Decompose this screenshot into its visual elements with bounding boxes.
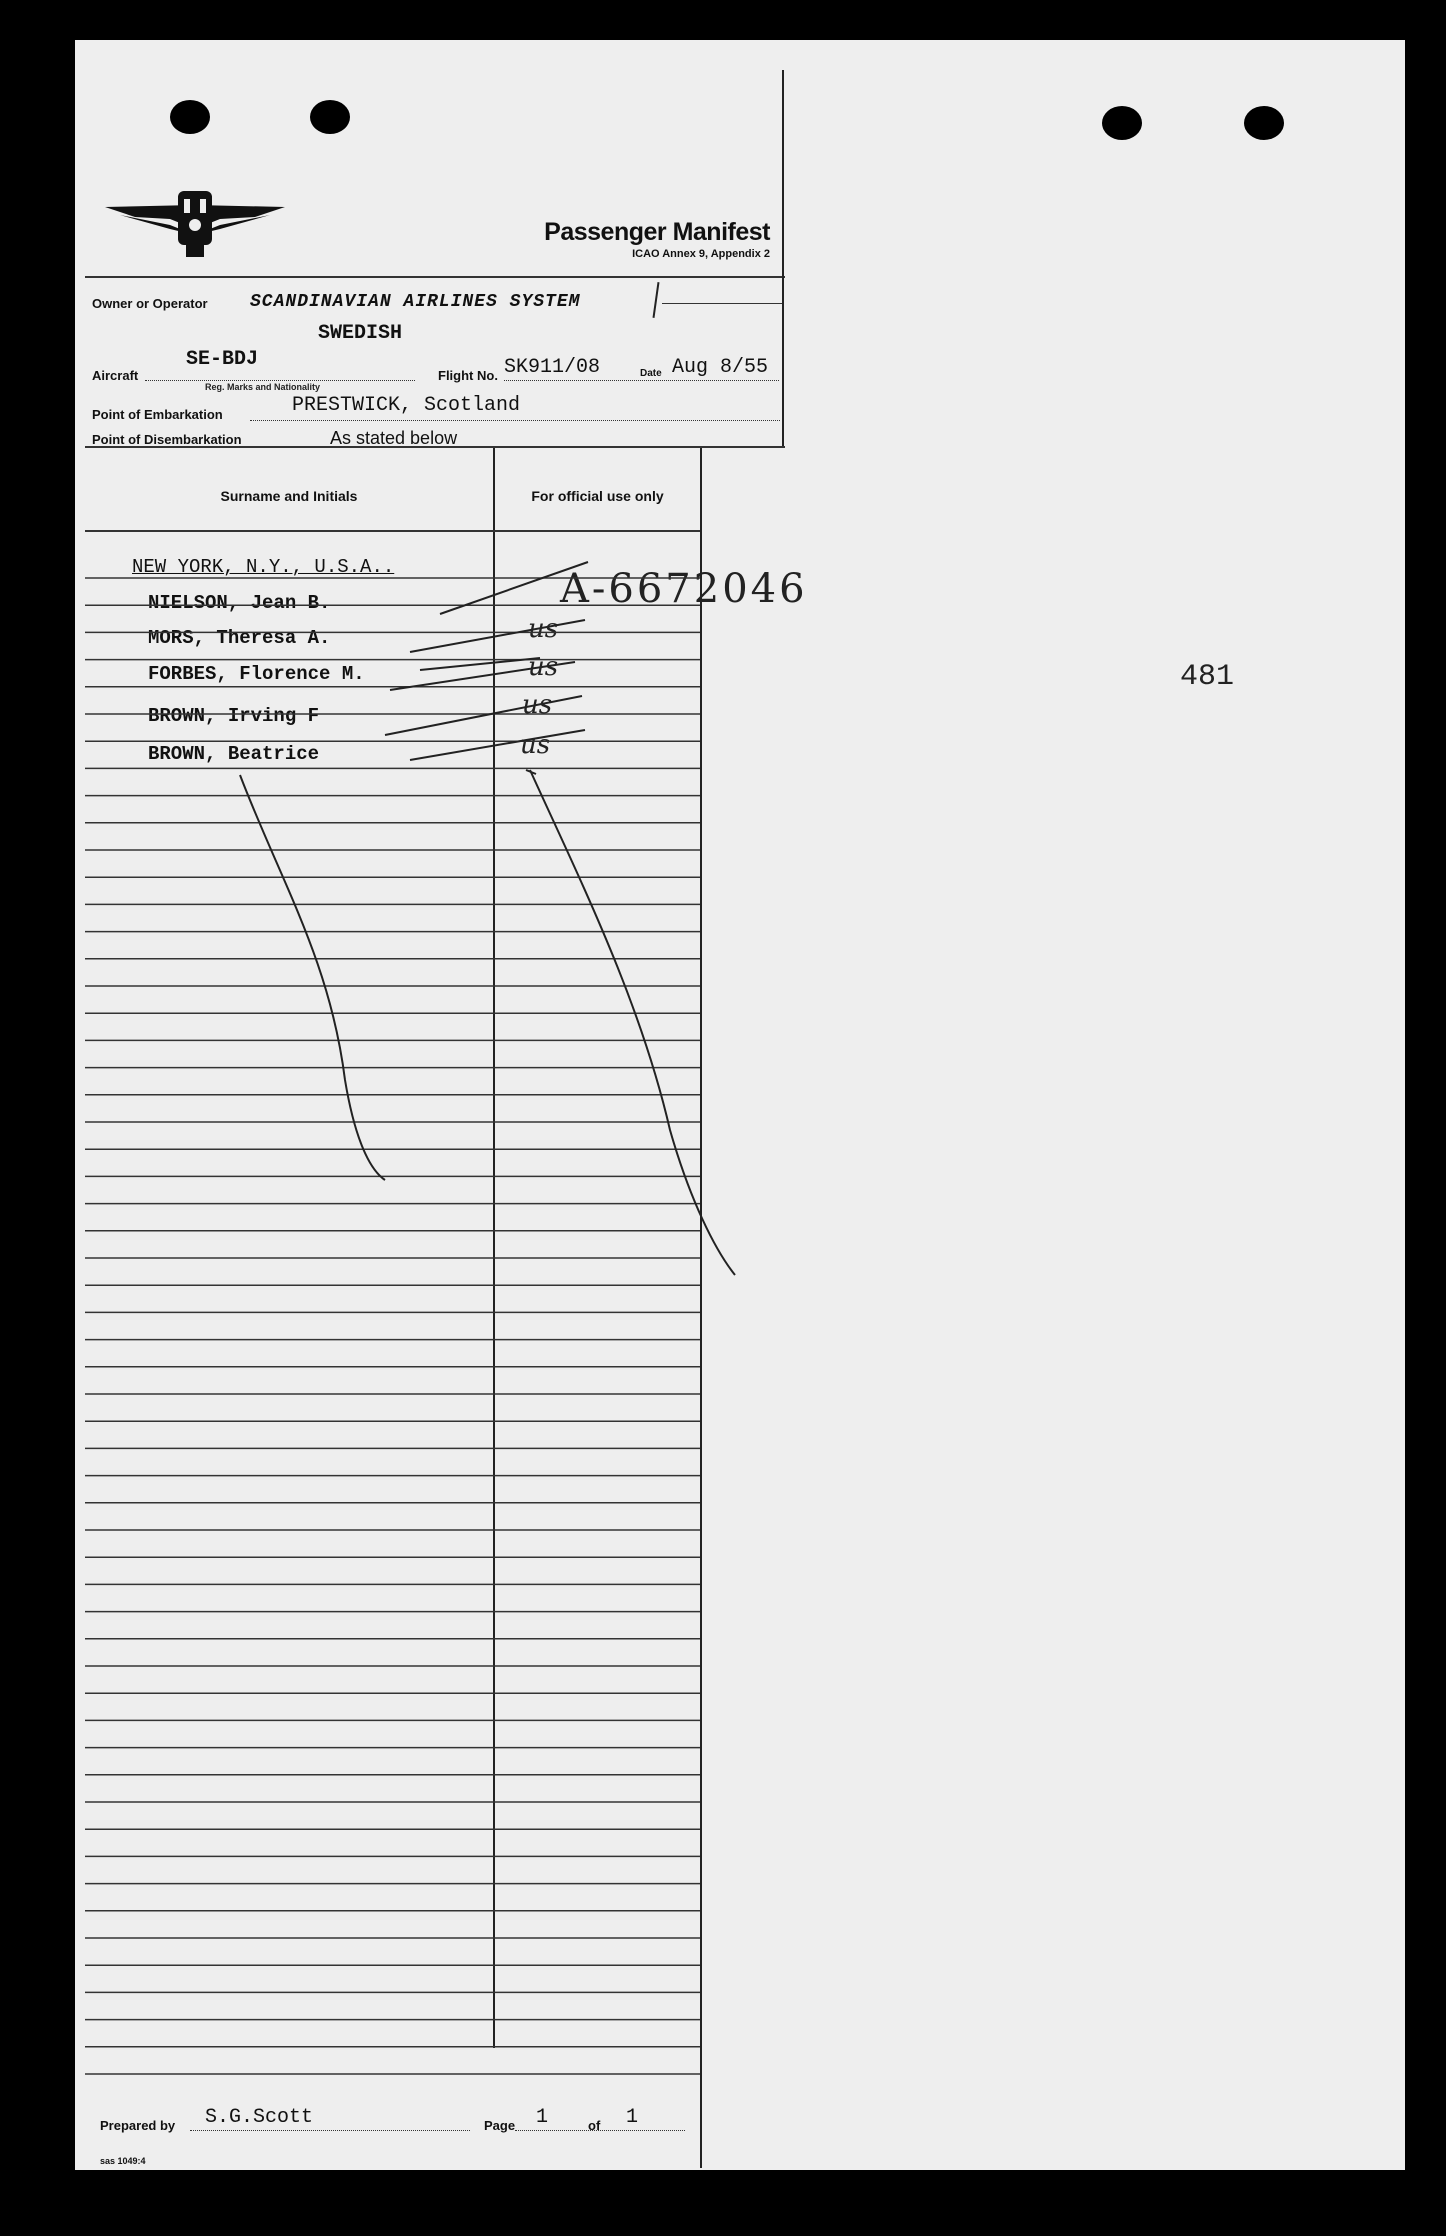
page-label: Page: [484, 2118, 516, 2133]
reg-marks-label: Reg. Marks and Nationality: [205, 382, 321, 392]
page-total: 1: [626, 2106, 639, 2129]
passenger-name: FORBES, Florence M.: [148, 663, 365, 685]
aircraft-value: SE-BDJ: [186, 348, 259, 371]
handwritten-alien-number: A-6672046: [560, 566, 808, 612]
of-label: of: [588, 2118, 601, 2133]
prepared-by-label: Prepared by: [100, 2118, 176, 2133]
passenger-name: BROWN, Irving F: [148, 705, 320, 727]
aircraft-label: Aircraft: [92, 368, 139, 383]
embarkation-label: Point of Embarkation: [92, 407, 223, 422]
form-title: Passenger Manifest: [544, 218, 770, 246]
passenger-name: NIELSON, Jean B.: [148, 592, 331, 614]
official-mark: us: [528, 614, 559, 644]
page-rule: [515, 2130, 685, 2131]
date-label: Date: [640, 368, 662, 379]
stamped-page-number: 481: [1180, 660, 1235, 694]
owner-value: SCANDINAVIAN AIRLINES SYSTEM: [250, 292, 581, 312]
owner-label: Owner or Operator: [92, 296, 208, 311]
form-subtitle: ICAO Annex 9, Appendix 2: [632, 248, 770, 260]
flight-value: SK911/08: [504, 356, 601, 379]
prepared-rule: [190, 2130, 470, 2131]
page-number: 1: [536, 2106, 549, 2129]
official-mark: us: [522, 690, 553, 720]
official-mark: us: [528, 652, 559, 682]
official-mark: us: [520, 730, 551, 760]
nationality-value: SWEDISH: [318, 322, 403, 345]
flight-label: Flight No.: [438, 368, 498, 383]
disembarkation-value: As stated below: [330, 428, 458, 448]
column-header-official: For official use only: [531, 488, 664, 504]
disembarkation-label: Point of Disembarkation: [92, 432, 242, 447]
passenger-name: MORS, Theresa A.: [148, 627, 331, 649]
passenger-name: BROWN, Beatrice: [148, 743, 320, 765]
destination-heading: NEW YORK, N.Y., U.S.A..: [132, 556, 395, 578]
date-value: Aug 8/55: [672, 356, 769, 379]
column-header-surname: Surname and Initials: [220, 488, 358, 504]
embarkation-value: PRESTWICK, Scotland: [292, 394, 521, 417]
form-number: sas 1049:4: [100, 2156, 146, 2166]
prepared-by-value: S.G.Scott: [205, 2106, 314, 2129]
